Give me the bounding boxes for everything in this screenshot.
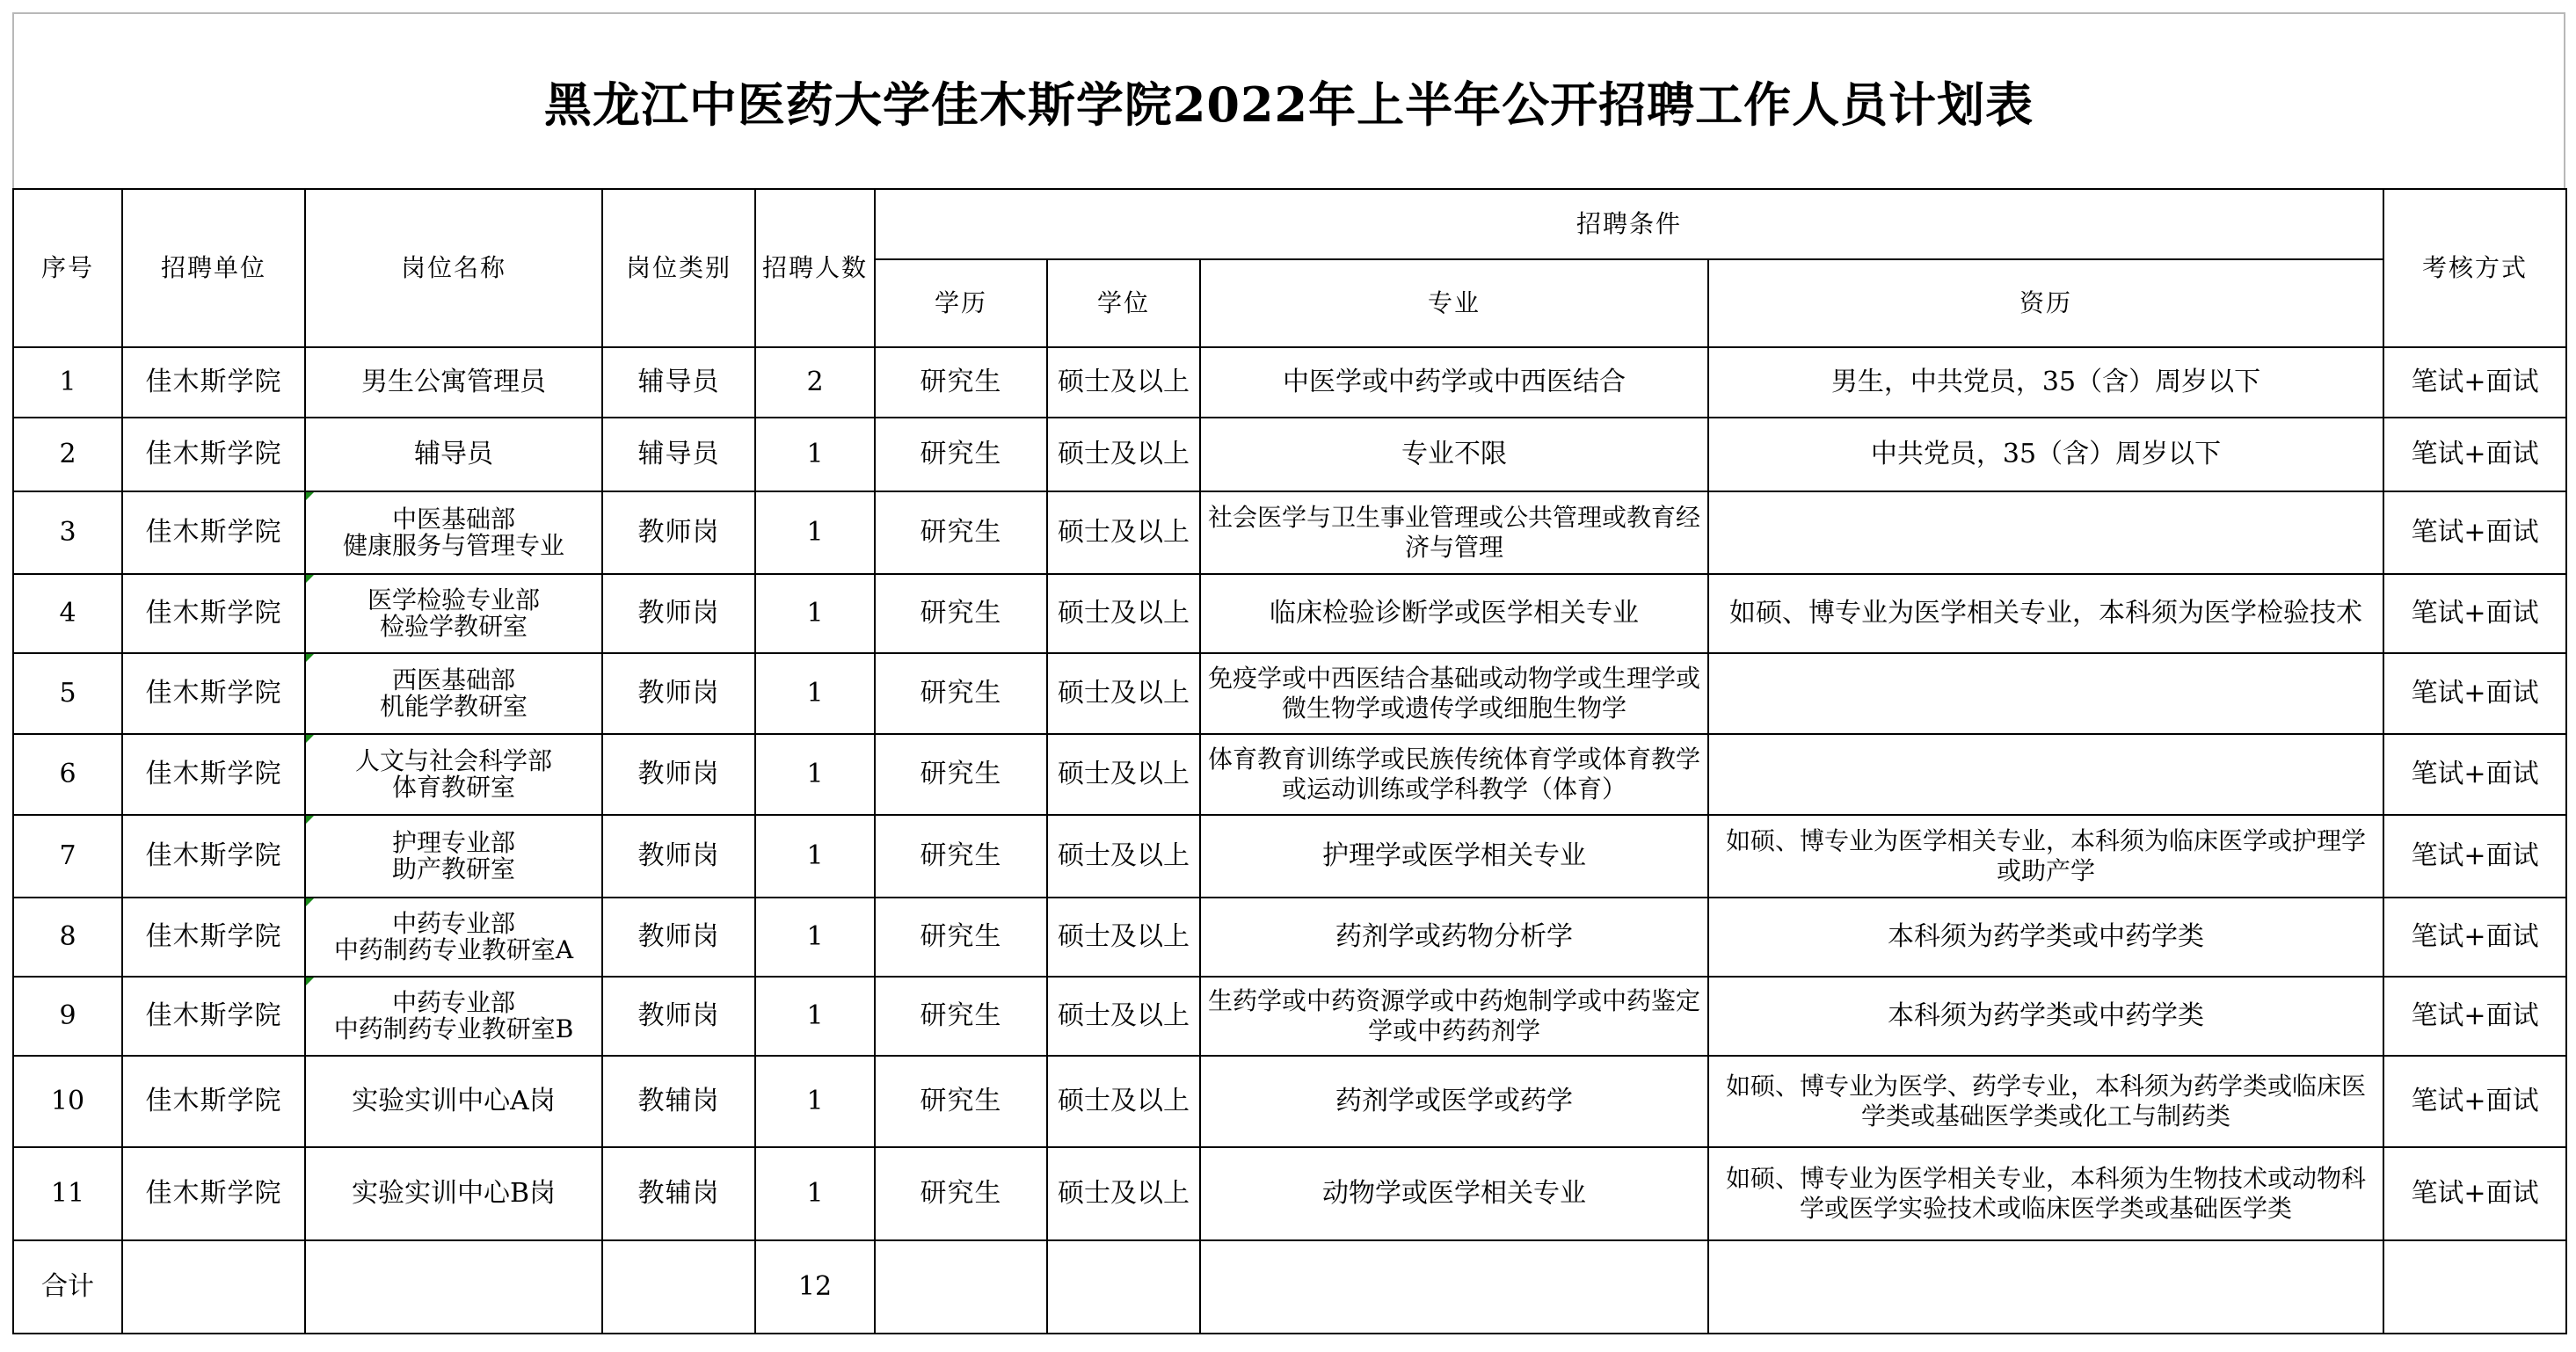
position-line-1: 中药专业部 <box>391 988 515 1017</box>
position-line-2: 机能学教研室 <box>379 692 528 721</box>
comment-marker-icon <box>306 816 314 824</box>
row-count: 1 <box>755 653 875 734</box>
table-row <box>13 898 2566 977</box>
position-line-2: 中药制药专业教研室A <box>333 935 574 964</box>
recruitment-sheet <box>12 12 2565 1334</box>
row-seq: 4 <box>13 574 122 653</box>
row-seq: 7 <box>13 815 122 898</box>
row-degree: 硕士及以上 <box>1047 1147 1200 1240</box>
table-row <box>13 347 2566 418</box>
row-position <box>305 977 602 1056</box>
row-seq: 5 <box>13 653 122 734</box>
row-degree: 硕士及以上 <box>1047 347 1200 418</box>
row-unit: 佳木斯学院 <box>122 347 305 418</box>
row-education: 研究生 <box>875 977 1047 1056</box>
row-qualification <box>1708 734 2383 815</box>
row-education: 研究生 <box>875 574 1047 653</box>
header-position: 岗位名称 <box>305 189 602 347</box>
header-seq: 序号 <box>13 189 122 347</box>
total-empty-cell <box>875 1240 1047 1334</box>
table-row <box>13 491 2566 574</box>
row-count: 1 <box>755 734 875 815</box>
row-category: 教师岗 <box>602 653 755 734</box>
total-empty-cell <box>122 1240 305 1334</box>
row-count: 2 <box>755 347 875 418</box>
row-exam: 笔试+面试 <box>2383 574 2566 653</box>
row-exam: 笔试+面试 <box>2383 347 2566 418</box>
total-empty-cell <box>1708 1240 2383 1334</box>
row-seq: 11 <box>13 1147 122 1240</box>
row-position <box>305 347 602 418</box>
row-major: 社会医学与卫生事业管理或公共管理或教育经济与管理 <box>1200 491 1708 574</box>
row-position <box>305 491 602 574</box>
comment-marker-icon <box>306 978 314 985</box>
row-degree: 硕士及以上 <box>1047 653 1200 734</box>
total-empty-cell <box>305 1240 602 1334</box>
row-position <box>305 734 602 815</box>
row-unit: 佳木斯学院 <box>122 898 305 977</box>
row-qualification: 如硕、博专业为医学相关专业，本科须为临床医学或护理学或助产学 <box>1708 815 2383 898</box>
row-category: 教辅岗 <box>602 1147 755 1240</box>
row-position <box>305 898 602 977</box>
row-count: 1 <box>755 977 875 1056</box>
position-line-1: 男生公寓管理员 <box>361 367 546 397</box>
position-line-1: 人文与社会科学部 <box>354 746 552 775</box>
comment-marker-icon <box>306 735 314 743</box>
table-row <box>13 815 2566 898</box>
comment-marker-icon <box>306 898 314 906</box>
row-qualification: 中共党员，35（含）周岁以下 <box>1708 418 2383 491</box>
row-qualification: 本科须为药学类或中药学类 <box>1708 977 2383 1056</box>
title-cell <box>12 12 2565 188</box>
row-seq: 10 <box>13 1056 122 1147</box>
header-qualification: 资历 <box>1708 259 2383 347</box>
header-category: 岗位类别 <box>602 189 755 347</box>
row-exam: 笔试+面试 <box>2383 977 2566 1056</box>
row-degree: 硕士及以上 <box>1047 418 1200 491</box>
row-category: 教师岗 <box>602 491 755 574</box>
row-position <box>305 653 602 734</box>
row-unit: 佳木斯学院 <box>122 1056 305 1147</box>
row-category: 辅导员 <box>602 347 755 418</box>
row-degree: 硕士及以上 <box>1047 977 1200 1056</box>
total-count: 12 <box>755 1240 875 1334</box>
header-education: 学历 <box>875 259 1047 347</box>
position-line-1: 医学检验专业部 <box>367 585 540 614</box>
row-degree: 硕士及以上 <box>1047 491 1200 574</box>
total-row <box>13 1240 2566 1334</box>
row-degree: 硕士及以上 <box>1047 1056 1200 1147</box>
row-category: 教师岗 <box>602 734 755 815</box>
row-unit: 佳木斯学院 <box>122 1147 305 1240</box>
row-education: 研究生 <box>875 734 1047 815</box>
row-position <box>305 1147 602 1240</box>
row-major: 生药学或中药资源学或中药炮制学或中药鉴定学或中药药剂学 <box>1200 977 1708 1056</box>
row-seq: 3 <box>13 491 122 574</box>
position-line-1: 护理专业部 <box>391 828 515 857</box>
row-qualification: 本科须为药学类或中药学类 <box>1708 898 2383 977</box>
position-line-2: 中药制药专业教研室B <box>333 1014 574 1043</box>
row-major: 药剂学或药物分析学 <box>1200 898 1708 977</box>
total-empty-cell <box>2383 1240 2566 1334</box>
total-empty-cell <box>1200 1240 1708 1334</box>
row-category: 教师岗 <box>602 977 755 1056</box>
row-position <box>305 574 602 653</box>
row-education: 研究生 <box>875 347 1047 418</box>
row-count: 1 <box>755 1147 875 1240</box>
position-line-1: 实验实训中心B岗 <box>351 1178 557 1209</box>
row-count: 1 <box>755 898 875 977</box>
position-line-1: 中药专业部 <box>391 909 515 938</box>
row-qualification: 男生，中共党员，35（含）周岁以下 <box>1708 347 2383 418</box>
row-exam: 笔试+面试 <box>2383 491 2566 574</box>
row-education: 研究生 <box>875 491 1047 574</box>
row-seq: 8 <box>13 898 122 977</box>
row-education: 研究生 <box>875 898 1047 977</box>
position-line-1: 中医基础部 <box>391 505 515 534</box>
row-education: 研究生 <box>875 1147 1047 1240</box>
header-conditions: 招聘条件 <box>875 189 2383 259</box>
row-major: 药剂学或医学或药学 <box>1200 1056 1708 1147</box>
row-education: 研究生 <box>875 653 1047 734</box>
row-seq: 1 <box>13 347 122 418</box>
header-major: 专业 <box>1200 259 1708 347</box>
row-count: 1 <box>755 815 875 898</box>
header-unit: 招聘单位 <box>122 189 305 347</box>
row-qualification <box>1708 491 2383 574</box>
row-unit: 佳木斯学院 <box>122 734 305 815</box>
row-degree: 硕士及以上 <box>1047 574 1200 653</box>
position-line-1: 实验实训中心A岗 <box>352 1086 556 1116</box>
row-seq: 6 <box>13 734 122 815</box>
row-count: 1 <box>755 574 875 653</box>
position-line-1: 辅导员 <box>414 439 493 469</box>
row-degree: 硕士及以上 <box>1047 898 1200 977</box>
table-body <box>13 347 2566 1240</box>
row-qualification <box>1708 653 2383 734</box>
row-major: 护理学或医学相关专业 <box>1200 815 1708 898</box>
row-exam: 笔试+面试 <box>2383 653 2566 734</box>
header-exam: 考核方式 <box>2383 189 2566 347</box>
row-category: 辅导员 <box>602 418 755 491</box>
row-category: 教师岗 <box>602 574 755 653</box>
table-row <box>13 977 2566 1056</box>
recruitment-table <box>12 188 2567 1334</box>
row-position <box>305 418 602 491</box>
comment-marker-icon <box>306 575 314 583</box>
header-count: 招聘人数 <box>755 189 875 347</box>
table-row <box>13 1056 2566 1147</box>
row-exam: 笔试+面试 <box>2383 1147 2566 1240</box>
row-major: 动物学或医学相关专业 <box>1200 1147 1708 1240</box>
row-count: 1 <box>755 418 875 491</box>
position-line-2: 健康服务与管理专业 <box>342 531 564 560</box>
table-row <box>13 653 2566 734</box>
total-empty-cell <box>602 1240 755 1334</box>
row-category: 教辅岗 <box>602 1056 755 1147</box>
row-exam: 笔试+面试 <box>2383 1056 2566 1147</box>
page-title: 黑龙江中医药大学佳木斯学院2022年上半年公开招聘工作人员计划表 <box>543 76 2034 133</box>
table-row <box>13 574 2566 653</box>
row-seq: 2 <box>13 418 122 491</box>
table-row <box>13 1147 2566 1240</box>
row-education: 研究生 <box>875 1056 1047 1147</box>
row-count: 1 <box>755 491 875 574</box>
row-qualification: 如硕、博专业为医学、药学专业，本科须为药学类或临床医学类或基础医学类或化工与制药类 <box>1708 1056 2383 1147</box>
row-count: 1 <box>755 1056 875 1147</box>
total-label: 合计 <box>13 1240 122 1334</box>
row-exam: 笔试+面试 <box>2383 418 2566 491</box>
row-unit: 佳木斯学院 <box>122 815 305 898</box>
comment-marker-icon <box>306 654 314 662</box>
row-qualification: 如硕、博专业为医学相关专业，本科须为医学检验技术 <box>1708 574 2383 653</box>
position-line-2: 体育教研室 <box>391 773 515 802</box>
row-position <box>305 815 602 898</box>
row-unit: 佳木斯学院 <box>122 574 305 653</box>
row-unit: 佳木斯学院 <box>122 653 305 734</box>
row-position <box>305 1056 602 1147</box>
row-degree: 硕士及以上 <box>1047 734 1200 815</box>
row-qualification: 如硕、博专业为医学相关专业，本科须为生物技术或动物科学或医学实验技术或临床医学类或基础医学类 <box>1708 1147 2383 1240</box>
row-seq: 9 <box>13 977 122 1056</box>
total-empty-cell <box>1047 1240 1200 1334</box>
row-exam: 笔试+面试 <box>2383 734 2566 815</box>
row-degree: 硕士及以上 <box>1047 815 1200 898</box>
row-major: 中医学或中药学或中西医结合 <box>1200 347 1708 418</box>
header-degree: 学位 <box>1047 259 1200 347</box>
row-unit: 佳木斯学院 <box>122 418 305 491</box>
row-education: 研究生 <box>875 815 1047 898</box>
position-line-2: 助产教研室 <box>391 854 515 883</box>
row-major: 免疫学或中西医结合基础或动物学或生理学或微生物学或遗传学或细胞生物学 <box>1200 653 1708 734</box>
position-line-2: 检验学教研室 <box>379 612 528 641</box>
row-unit: 佳木斯学院 <box>122 977 305 1056</box>
table-row <box>13 418 2566 491</box>
row-major: 体育教育训练学或民族传统体育学或体育教学或运动训练或学科教学（体育） <box>1200 734 1708 815</box>
row-category: 教师岗 <box>602 898 755 977</box>
row-major: 专业不限 <box>1200 418 1708 491</box>
comment-marker-icon <box>306 492 314 500</box>
row-exam: 笔试+面试 <box>2383 898 2566 977</box>
row-category: 教师岗 <box>602 815 755 898</box>
header-row-1 <box>13 189 2566 259</box>
row-major: 临床检验诊断学或医学相关专业 <box>1200 574 1708 653</box>
table-row <box>13 734 2566 815</box>
position-line-1: 西医基础部 <box>391 665 515 694</box>
row-unit: 佳木斯学院 <box>122 491 305 574</box>
row-exam: 笔试+面试 <box>2383 815 2566 898</box>
row-education: 研究生 <box>875 418 1047 491</box>
